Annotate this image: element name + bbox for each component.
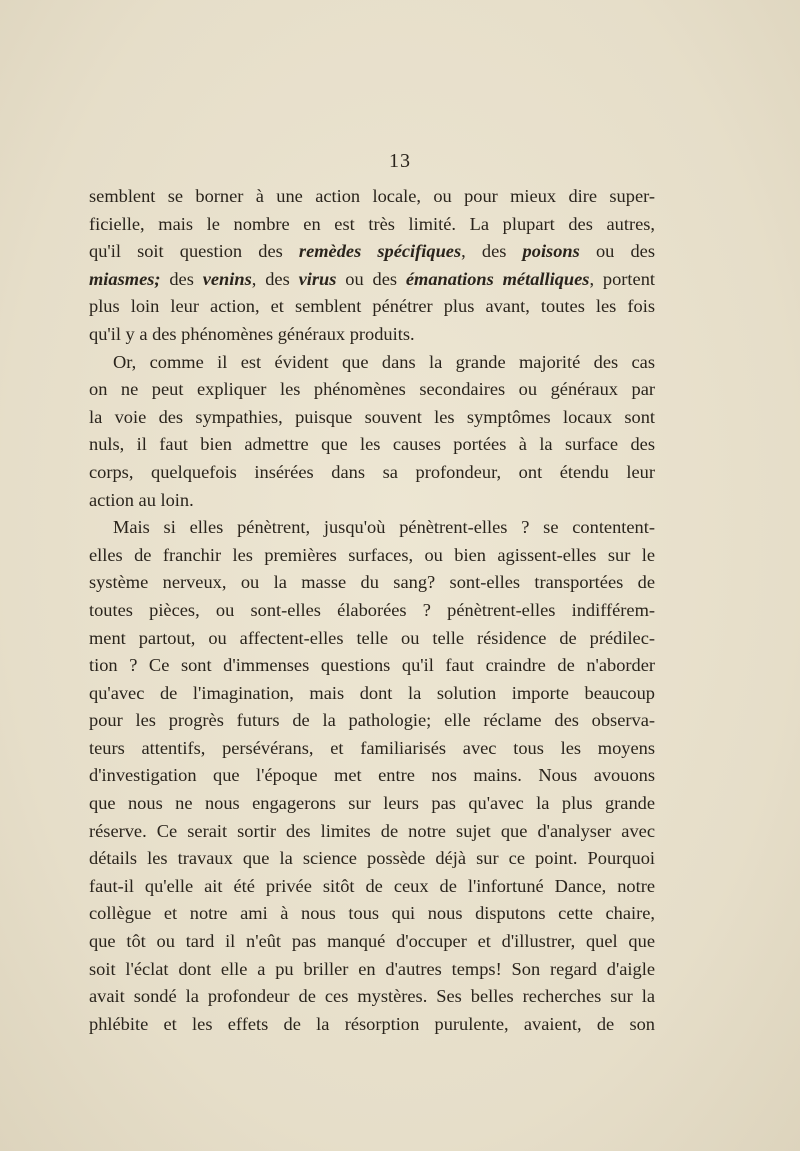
text-run: ou des	[579, 241, 655, 262]
text-run: phlébite et les effets de la résorption purulente, avaient, de son	[89, 1013, 655, 1034]
text-run: faut-il qu'elle ait été privée sitôt de ceux de l'infortuné Dance, notre	[89, 875, 655, 896]
text-run: elles de franchir les premières surfaces, ou bien agissent-elles sur le	[89, 544, 655, 565]
text-line	[89, 404, 655, 432]
text-run: toutes pièces, ou sont-elles élaborées ? pénètrent-elles indifférem-	[89, 599, 655, 620]
text-line	[89, 625, 655, 653]
italic-term: poisons	[522, 241, 580, 262]
text-line	[89, 652, 655, 680]
text-run: la voie des sympathies, puisque souvent les symptômes locaux sont	[89, 406, 655, 427]
text-run: action au loin.	[89, 489, 194, 510]
text-run: que nous ne nous engagerons sur leurs pas qu'avec la plus grande	[89, 793, 655, 814]
text-line	[89, 321, 655, 349]
text-run: nuls, il faut bien admettre que les causes portées à la surface des	[89, 434, 655, 455]
text-run: tion ? Ce sont d'immenses questions qu'il faut craindre de n'aborder	[89, 655, 655, 676]
text-run: des	[160, 268, 203, 289]
text-run: qu'il soit question des	[89, 241, 299, 262]
text-line	[89, 735, 655, 763]
italic-term: miasmes;	[89, 268, 161, 289]
text-run: corps, quelquefois insérées dans sa profondeur, ont étendu leur	[89, 461, 655, 482]
text-line	[89, 542, 655, 570]
text-run: que tôt ou tard il n'eût pas manqué d'occuper et d'illustrer, quel que	[89, 931, 655, 952]
text-line	[89, 431, 655, 459]
paragraph	[89, 183, 655, 349]
text-line	[89, 707, 655, 735]
text-run: collègue et notre ami à nous tous qui nous disputons cette chaire,	[89, 903, 655, 924]
text-line	[89, 293, 655, 321]
text-line	[89, 928, 655, 956]
text-line	[89, 597, 655, 625]
italic-term: virus	[298, 268, 337, 289]
text-line	[89, 983, 655, 1011]
text-line	[89, 238, 655, 266]
text-line	[89, 569, 655, 597]
text-run: teurs attentifs, persévérans, et familiarisés avec tous les moyens	[89, 737, 655, 758]
text-run: avait sondé la profondeur de ces mystères. Ses belles recherches sur la	[89, 986, 655, 1007]
text-line	[89, 514, 655, 542]
text-line	[89, 376, 655, 404]
text-run: Mais si elles pénètrent, jusqu'où pénètrent-elles ? se contentent-	[113, 517, 655, 538]
text-run: on ne peut expliquer les phénomènes secondaires ou généraux par	[89, 379, 655, 400]
text-run: système nerveux, ou la masse du sang? sont-elles transportées de	[89, 572, 655, 593]
text-line	[89, 266, 655, 294]
text-run: soit l'éclat dont elle a pu briller en d'autres temps! Son regard d'aigle	[89, 958, 655, 979]
text-line	[89, 183, 655, 211]
text-run: plus loin leur action, et semblent pénétrer plus avant, toutes les fois	[89, 296, 655, 317]
text-run: réserve. Ce serait sortir des limites de notre sujet que d'analyser avec	[89, 820, 655, 841]
text-run: ficielle, mais le nombre en est très limité. La plupart des autres,	[89, 213, 655, 234]
text-line	[89, 349, 655, 377]
text-run: qu'avec de l'imagination, mais dont la solution importe beaucoup	[89, 682, 655, 703]
text-run: pour les progrès futurs de la pathologie; elle réclame des observa-	[89, 710, 655, 731]
text-run: d'investigation que l'époque met entre nos mains. Nous avouons	[89, 765, 655, 786]
text-run: ment partout, ou affectent-elles telle ou telle résidence de prédilec-	[89, 627, 655, 648]
text-run: qu'il y a des phénomènes généraux produits.	[89, 323, 415, 344]
text-line	[89, 680, 655, 708]
text-run: , des	[461, 241, 523, 262]
paragraph	[89, 349, 655, 515]
text-line	[89, 211, 655, 239]
italic-term: émanations métalliques	[405, 268, 590, 289]
text-line	[89, 845, 655, 873]
text-line	[89, 790, 655, 818]
text-line	[89, 956, 655, 984]
page-number: 13	[389, 150, 411, 172]
italic-term: venins	[202, 268, 252, 289]
text-line	[89, 459, 655, 487]
text-run: semblent se borner à une action locale, ou pour mieux dire super-	[89, 186, 655, 206]
text-line	[89, 1011, 655, 1039]
text-run: ou des	[336, 268, 406, 289]
text-line	[89, 487, 655, 515]
text-run: , portent	[589, 268, 656, 289]
text-run: Or, comme il est évident que dans la grande majorité des cas	[113, 351, 655, 372]
text-run: , des	[251, 268, 299, 289]
text-line	[89, 762, 655, 790]
body-text	[89, 183, 655, 1038]
text-line	[89, 873, 655, 901]
text-run: détails les travaux que la science possède déjà sur ce point. Pourquoi	[89, 848, 655, 869]
italic-term: remèdes spécifiques	[298, 241, 462, 262]
text-line	[89, 818, 655, 846]
paragraph	[89, 514, 655, 1038]
text-line	[89, 900, 655, 928]
